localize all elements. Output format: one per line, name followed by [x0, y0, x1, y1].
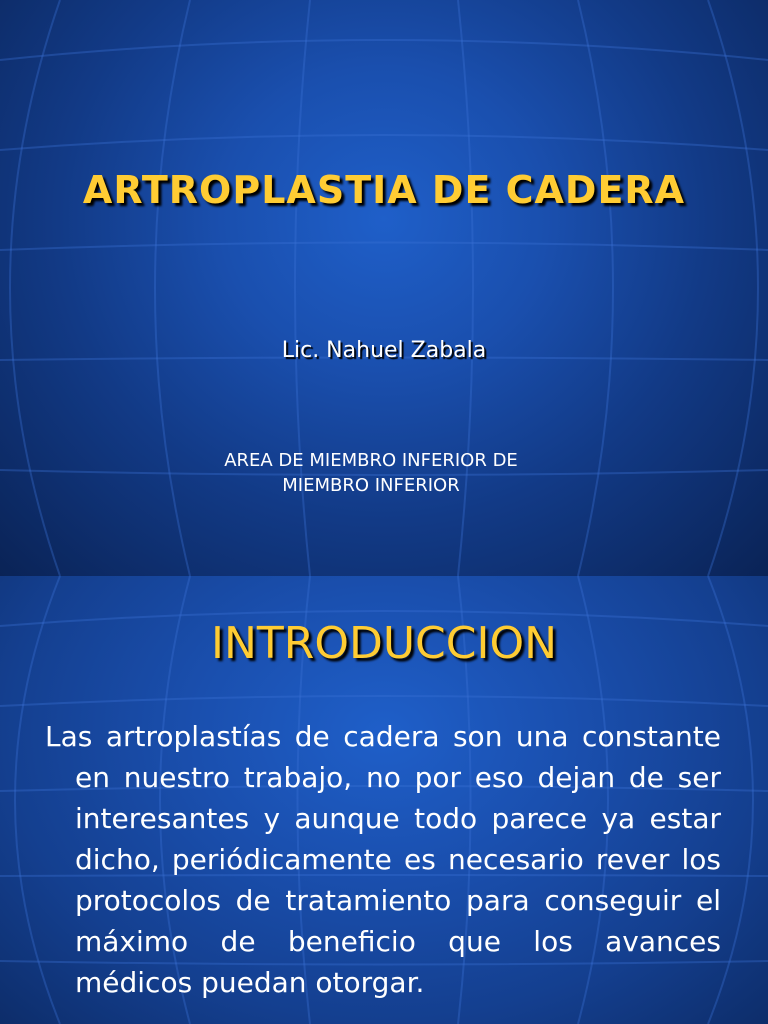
area-line-2: MIEMBRO INFERIOR [282, 475, 460, 496]
slide-title: INTRODUCCION [210, 618, 558, 669]
body-paragraph: Las artroplastías de cadera son una constante en nuestro trabajo, no por eso dejan de ser interesantes y aunque todo parece ya estar dicho, periódicamente es necesario rever los protocolos de tratamiento para conseguir el máximo de beneficio que los avances médicos puedan otorgar. [45, 720, 721, 999]
area-subtitle [0, 448, 742, 498]
slide-title: ARTROPLASTIA DE CADERA [82, 168, 686, 212]
area-line-1: AREA DE MIEMBRO INFERIOR DE [224, 450, 518, 471]
author-name: Lic. Nahuel Zabala [281, 338, 487, 363]
introduction-slide [0, 576, 768, 1024]
